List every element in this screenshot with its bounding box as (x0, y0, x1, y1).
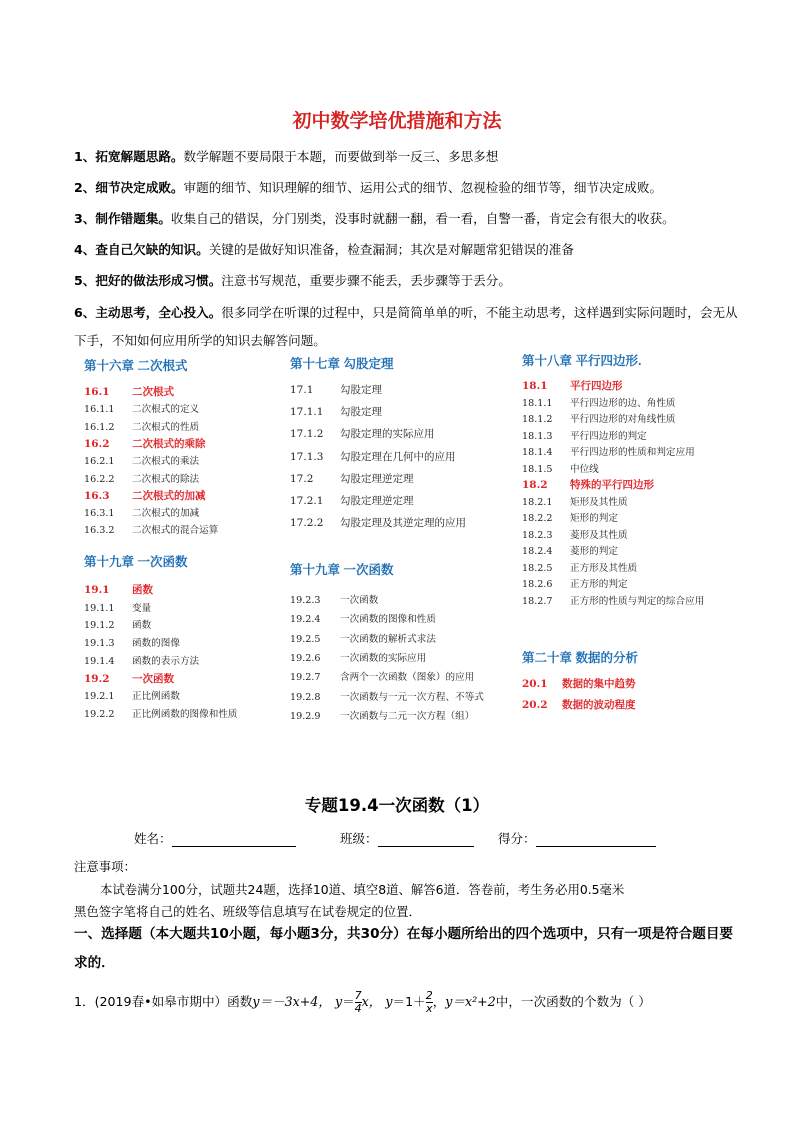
chapter-heading: 第十八章 平行四边形. (522, 354, 642, 368)
toc-number: 20.1 (522, 678, 548, 690)
toc-number: 18.2.6 (522, 579, 553, 590)
page-title: 初中数学培优措施和方法 (292, 110, 502, 132)
name-field[interactable] (134, 829, 296, 847)
formula-2-eq: ＝ (342, 994, 355, 1009)
toc-item (290, 611, 436, 625)
chapter-heading: 第十六章 二次根式 (84, 359, 188, 373)
formula-2-lhs: y (334, 994, 343, 1009)
toc-item (84, 505, 199, 519)
toc-title: 函数的表示方法 (132, 655, 200, 667)
toc-number: 19.1.2 (84, 620, 115, 632)
toc-item (522, 543, 618, 557)
toc-number: 18.1.5 (522, 463, 553, 475)
toc-item (290, 631, 436, 645)
toc-number: 18.2.1 (522, 496, 553, 508)
toc-title: 正比例函数 (132, 691, 180, 703)
fraction-numerator: 7 (354, 989, 362, 1002)
toc-title: 函数 (132, 584, 153, 596)
toc-item (84, 522, 218, 536)
toc-number: 17.1.3 (290, 450, 324, 463)
toc-title: 菱形及其性质 (570, 529, 628, 541)
toc-number: 19.2.8 (290, 691, 321, 703)
tip-3 (74, 203, 754, 234)
toc-title: 矩形的判定 (570, 513, 618, 524)
toc-title: 一次函数与一元一次方程、不等式 (340, 691, 484, 703)
chapter-heading: 第二十章 数据的分析 (522, 651, 638, 665)
toc-number: 16.3.2 (84, 525, 115, 537)
toc-section (84, 384, 174, 399)
formula-3-tail: ， (432, 994, 446, 1009)
toc-item (522, 576, 628, 590)
toc-number: 19.2.6 (290, 652, 321, 664)
toc-title: 正方形的判定 (570, 579, 628, 590)
toc-item (522, 527, 628, 541)
toc-title: 勾股定理 (340, 406, 382, 419)
toc-title: 中位线 (570, 463, 599, 475)
score-field[interactable] (498, 829, 656, 847)
toc-title: 正方形及其性质 (570, 562, 638, 574)
toc-title: 一次函数的实际应用 (340, 652, 427, 664)
toc-item (290, 382, 382, 397)
fraction-7-4 (355, 990, 362, 1015)
toc-title: 二次根式的加减 (132, 489, 206, 502)
formula-1: y＝－3x+4， (252, 994, 331, 1009)
tip-1-text: 数学解题不要局限于本题，而要做到举一反三、多思多想 (183, 149, 499, 164)
tip-4-text: 关键的是做好知识准备，检查漏洞；其次是对解题常犯错误的准备 (208, 242, 574, 257)
toc-number: 19.1 (84, 584, 110, 596)
toc-title: 勾股定理在几何中的应用 (340, 450, 456, 463)
tip-4-label: 4、查自己欠缺的知识。 (74, 242, 209, 257)
tip-6-text: 很多同学在听课的过程中，只是简简单单的听，不能主动思考，这样遇到实际问题时，会无从下手，不知如何应用所学的知识去解答问题。 (74, 305, 738, 348)
toc-title: 勾股定理逆定理 (340, 472, 414, 485)
tip-2-text: 审题的细节、知识理解的细节、运用公式的细节、忽视检验的细节等，细节决定成败。 (183, 180, 663, 195)
toc-item (84, 453, 199, 467)
notice-label: 注意事项： (74, 859, 136, 874)
toc-title: 勾股定理 (340, 384, 382, 396)
toc-number: 16.2 (84, 437, 110, 450)
toc-number: 19.2.7 (290, 672, 321, 684)
tip-5-label: 5、把好的做法形成习惯。 (74, 273, 222, 288)
toc-item (84, 419, 199, 433)
toc-number: 18.2.7 (522, 595, 553, 607)
toc-number: 16.1.1 (84, 404, 115, 416)
toc-item (290, 689, 484, 703)
toc-title: 数据的波动程度 (562, 699, 636, 711)
toc-number: 18.1.3 (522, 430, 553, 442)
toc-number: 18.1.4 (522, 447, 553, 458)
toc-item (84, 471, 199, 485)
toc-title: 含两个一次函数（图象）的应用 (340, 672, 475, 684)
toc-item (522, 444, 695, 458)
toc-item (84, 653, 199, 667)
toc-item (290, 650, 426, 664)
toc-item (84, 635, 180, 649)
chapter-heading: 第十九章 一次函数 (84, 555, 188, 569)
toc-title: 二次根式的定义 (132, 404, 200, 416)
toc-number: 17.1.2 (290, 428, 324, 441)
toc-number: 16.1 (84, 386, 110, 398)
toc-item (290, 515, 466, 530)
toc-item (522, 593, 704, 607)
toc-item (522, 510, 618, 524)
tip-3-text: 收集自己的错误，分门别类，没事时就翻一翻，看一看，自警一番，肯定会有很大的收获。 (170, 211, 675, 226)
tip-1-label: 1、拓宽解题思路。 (74, 149, 184, 164)
toc-title: 勾股定理的实际应用 (340, 428, 435, 441)
toc-item (290, 471, 414, 486)
toc-number: 17.1.1 (290, 406, 324, 419)
fraction-numerator: 2 (425, 989, 433, 1002)
tip-2-label: 2、细节决定成败。 (74, 180, 184, 195)
toc-title: 二次根式的加减 (132, 508, 200, 520)
tip-3-label: 3、制作错题集。 (74, 211, 171, 226)
toc-title: 二次根式的乘除 (132, 437, 206, 450)
toc-number: 18.2.2 (522, 513, 553, 524)
fraction-2-x (426, 990, 433, 1015)
toc-number: 18.1.1 (522, 397, 553, 409)
toc-number: 19.2.4 (290, 614, 321, 626)
toc-item (290, 493, 414, 508)
class-field[interactable] (340, 829, 474, 847)
name-label: 姓名： (134, 831, 172, 846)
toc-number: 18.1 (522, 380, 548, 392)
toc-title: 一次函数与二元一次方程（组） (340, 710, 475, 722)
toc-title: 二次根式的性质 (132, 421, 200, 433)
formula-2-var: x， (361, 994, 382, 1009)
toc-title: 平行四边形 (570, 380, 623, 392)
fraction-denominator: 4 (354, 1002, 362, 1015)
toc-title: 一次函数的解析式求法 (340, 633, 436, 645)
toc-number: 20.2 (522, 699, 548, 711)
chapter-heading: 第十七章 勾股定理 (290, 357, 394, 371)
toc-number: 16.2.1 (84, 456, 115, 468)
tip-5-text: 注意书写规范，重要步骤不能丢，丢步骤等于丢分。 (221, 273, 511, 288)
score-label: 得分： (498, 831, 536, 846)
tip-5 (74, 265, 754, 296)
toc-item (290, 426, 435, 441)
toc-number: 19.2.1 (84, 691, 115, 703)
toc-title: 二次根式的乘法 (132, 456, 200, 468)
toc-item (84, 706, 238, 720)
notice-line-1: 本试卷满分100分，试题共24题，选择10道、填空8道、解答6道．答卷前，考生务必用0.5毫米 (100, 882, 625, 897)
toc-section (84, 436, 206, 451)
toc-item (290, 708, 474, 722)
toc-title: 平行四边形的对角线性质 (570, 414, 676, 425)
toc-title: 特殊的平行四边形 (570, 479, 654, 491)
toc-title: 函数 (132, 620, 152, 632)
toc-title: 菱形的判定 (570, 546, 618, 557)
toc-title: 二次根式的混合运算 (132, 525, 219, 537)
toc-column-3 (522, 351, 752, 731)
toc-number: 19.1.1 (84, 602, 115, 614)
toc-item (522, 461, 599, 475)
chapter-heading: 第十九章 一次函数 (290, 563, 394, 577)
formula-3-mid: ＝1＋ (392, 994, 426, 1009)
formula-3-lhs: y (385, 994, 393, 1009)
toc-item (522, 560, 637, 574)
toc-title: 一次函数 (340, 595, 379, 606)
toc-section (522, 676, 636, 691)
tip-6-label: 6、主动思考，全心投入。 (74, 305, 222, 320)
toc-number: 18.2.5 (522, 562, 553, 574)
toc-item (84, 600, 151, 614)
toc-section (522, 697, 636, 712)
toc-number: 16.1.2 (84, 421, 115, 433)
toc-number: 19.1.3 (84, 638, 115, 650)
toc-title: 函数的图像 (132, 638, 180, 650)
toc-item (84, 688, 180, 702)
toc-title: 平行四边形的性质和判定应用 (570, 447, 695, 458)
toc-section (84, 582, 153, 597)
toc-title: 矩形及其性质 (570, 496, 628, 508)
tip-6 (74, 299, 744, 355)
toc-number: 18.2.4 (522, 546, 553, 557)
tip-2 (74, 172, 754, 203)
toc-number: 19.2.3 (290, 595, 321, 606)
toc-number: 18.2 (522, 479, 548, 491)
toc-item (84, 401, 199, 415)
toc-title: 数据的集中趋势 (562, 678, 636, 690)
toc-title: 正比例函数的图像和性质 (132, 708, 238, 720)
name-blank[interactable] (172, 833, 296, 847)
class-label: 班级： (340, 831, 378, 846)
toc-item (290, 592, 378, 606)
toc-number: 17.2.2 (290, 517, 324, 530)
toc-number: 16.3.1 (84, 508, 115, 520)
toc-section (84, 488, 206, 503)
toc-item (84, 617, 151, 631)
toc-number: 19.2.5 (290, 633, 321, 645)
toc-column-2 (290, 354, 520, 734)
toc-number: 17.2 (290, 472, 314, 485)
formula-4: y＝x²+2 (445, 994, 496, 1009)
tip-1 (74, 141, 754, 172)
section-heading: 一、选择题（本大题共10小题，每小题3分，共30分）在每小题所给出的四个选项中，只有一项是符合题目要求的． (74, 926, 734, 971)
toc-title: 平行四边形的边、角性质 (570, 397, 676, 409)
toc-number: 19.1.4 (84, 655, 115, 667)
toc-title: 一次函数 (132, 672, 174, 685)
question-1 (74, 990, 651, 1015)
toc-item (522, 411, 676, 425)
toc-title: 二次根式的除法 (132, 473, 200, 485)
toc-title: 二次根式 (132, 386, 174, 398)
tip-4 (74, 234, 754, 265)
fraction-denominator: x (425, 1002, 433, 1015)
score-blank[interactable] (536, 833, 656, 847)
toc-number: 18.1.2 (522, 414, 553, 425)
toc-section (522, 378, 623, 393)
question-1-suffix: 中，一次函数的个数为（ ） (495, 994, 651, 1009)
toc-number: 18.2.3 (522, 529, 553, 541)
notice-line-2: 黑色签字笔将自己的姓名、班级等信息填写在试卷规定的位置． (74, 904, 421, 919)
toc-section (84, 671, 174, 686)
toc-number: 16.3 (84, 489, 110, 502)
toc-title: 一次函数的图像和性质 (340, 614, 436, 626)
toc-title: 正方形的性质与判定的综合应用 (570, 595, 705, 607)
toc-number: 19.2.2 (84, 708, 115, 720)
toc-item (522, 395, 676, 409)
toc-item (522, 428, 647, 442)
toc-item (522, 494, 628, 508)
toc-column-1 (84, 356, 284, 736)
toc-number: 19.2 (84, 672, 110, 685)
toc-number: 19.2.9 (290, 710, 321, 722)
toc-title: 勾股定理及其逆定理的应用 (340, 517, 466, 530)
question-1-prefix: 1．(2019春•如皋市期中）函数 (74, 994, 253, 1009)
toc-item (290, 404, 382, 419)
toc-title: 平行四边形的判定 (570, 430, 647, 442)
class-blank[interactable] (378, 833, 474, 847)
toc-number: 17.2.1 (290, 495, 324, 507)
toc-title: 变量 (132, 602, 152, 614)
toc-title: 勾股定理逆定理 (340, 495, 414, 507)
toc-section (522, 477, 654, 492)
paper-title: 专题19.4一次函数（1） (304, 796, 490, 815)
toc-item (290, 449, 456, 464)
toc-item (290, 669, 474, 683)
toc-number: 16.2.2 (84, 473, 115, 485)
toc-number: 17.1 (290, 384, 314, 396)
